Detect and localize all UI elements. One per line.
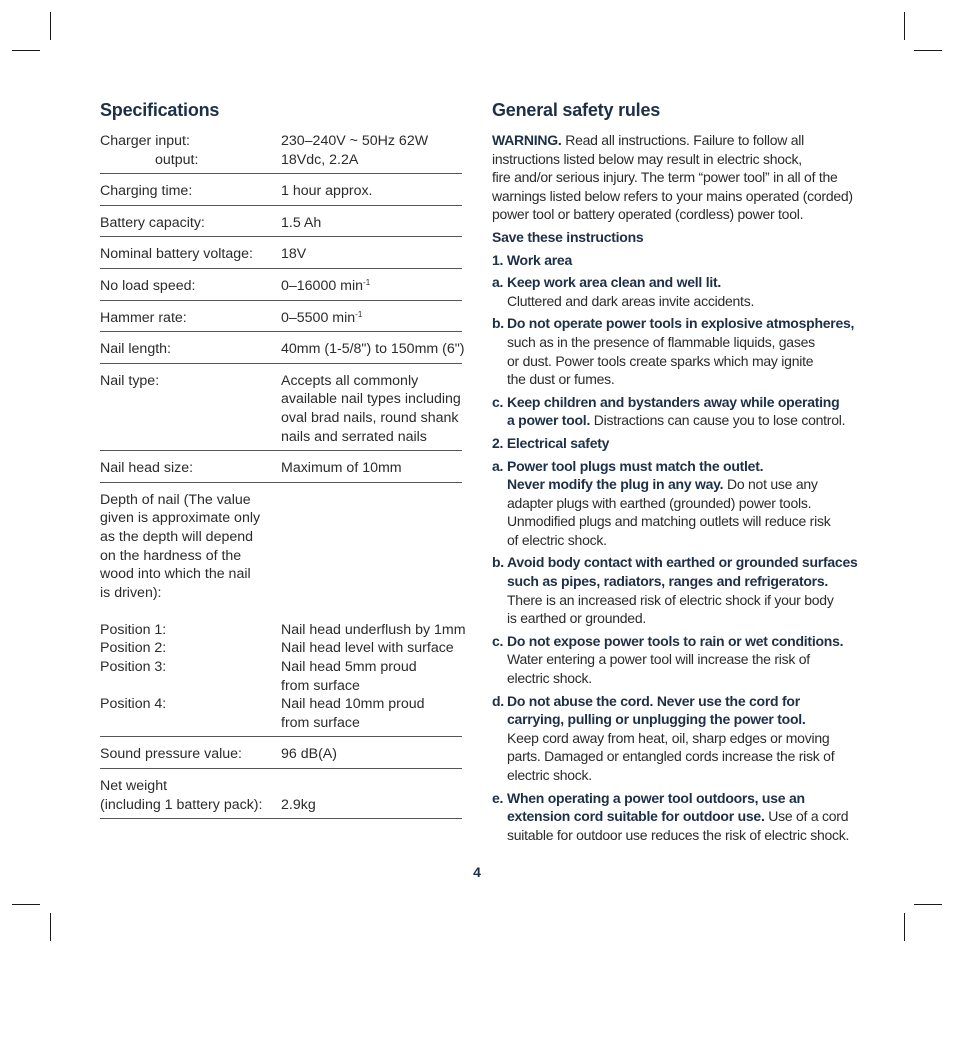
specifications-title: Specifications — [100, 100, 220, 120]
position-3-row — [100, 658, 462, 695]
warning-line: power tool or battery operated (cordless) power tool. — [492, 206, 804, 223]
rule-1b-line: the dust or fumes. — [507, 371, 615, 388]
rule-2a — [492, 457, 864, 550]
spec-row-sound-pressure — [100, 737, 462, 769]
rule-2a-line: adapter plugs with earthed (grounded) power tools. — [507, 494, 812, 511]
depth-line: wood into which the nail — [100, 566, 251, 583]
spec-row-depth-of-nail — [100, 483, 466, 738]
spec-row-nail-type — [100, 364, 462, 451]
crop-mark — [914, 50, 942, 51]
sound-pressure-label: Sound pressure value: — [100, 746, 242, 763]
rule-2b-bold: Avoid body contact with earthed or grounded surfaces — [507, 554, 858, 571]
no-load-speed-label: No load speed: — [100, 277, 196, 294]
rule-1b-bold: Do not operate power tools in explosive atmospheres, — [507, 315, 855, 332]
spec-row-net-weight — [100, 769, 462, 819]
rule-2b — [492, 553, 864, 627]
rule-1a — [492, 273, 864, 310]
spec-row-nail-length — [100, 332, 465, 364]
nail-head-size-label: Nail head size: — [100, 460, 194, 477]
save-instructions-heading: Save these instructions — [492, 228, 644, 245]
position-1-row — [100, 621, 466, 640]
spec-row-hammer-rate — [100, 301, 462, 333]
position-2-row — [100, 639, 462, 658]
rule-1c — [492, 393, 864, 430]
depth-of-nail-description — [100, 491, 462, 603]
spec-row-nominal-voltage — [100, 237, 462, 269]
position-3-label: Position 3: — [100, 659, 167, 676]
nail-type-line: Accepts all commonly — [281, 372, 419, 389]
charger-input-label: Charger input: — [100, 133, 190, 149]
crop-mark — [12, 50, 40, 51]
rule-1a-bold: Keep work area clean and well lit. — [507, 274, 722, 291]
nominal-voltage-label: Nominal battery voltage: — [100, 246, 253, 263]
crop-mark — [914, 904, 942, 905]
nail-length-value: 40mm (1-5/8") to 150mm (6") — [281, 341, 465, 358]
hammer-rate-label: Hammer rate: — [100, 309, 187, 326]
position-3-line: Nail head 5mm proud — [281, 659, 417, 676]
crop-mark — [50, 12, 51, 40]
hammer-rate-unit-exponent: -1 — [355, 309, 363, 319]
net-weight-label-detail: (including 1 battery pack): — [100, 796, 263, 813]
charger-output-value: 18Vdc, 2.2A — [281, 151, 359, 168]
spec-row-no-load-speed — [100, 269, 462, 301]
rule-2e — [492, 789, 864, 845]
spec-row-charger — [100, 131, 462, 174]
rule-1c-bold: Keep children and bystanders away while operating — [507, 393, 840, 410]
spec-row-battery-capacity — [100, 206, 462, 238]
position-2-value: Nail head level with surface — [281, 640, 454, 657]
warning-line: Read all instructions. Failure to follow all — [561, 132, 804, 148]
position-4-label: Position 4: — [100, 696, 167, 713]
rule-2a-bold: Power tool plugs must match the outlet. — [507, 457, 764, 474]
rule-2c — [492, 632, 864, 688]
rule-letter: c. — [492, 632, 504, 649]
position-4-line: from surface — [281, 714, 360, 731]
position-4-line: Nail head 10mm proud — [281, 696, 425, 713]
net-weight-label: Net weight — [100, 778, 168, 795]
rule-2a-text: Do not use any — [723, 476, 818, 493]
rule-1c-bold: a power tool. — [507, 412, 591, 429]
rule-2d-bold: carrying, pulling or unplugging the power tool. — [507, 711, 806, 728]
position-4-row — [100, 695, 462, 732]
rule-2d-line: electric shock. — [507, 767, 592, 783]
rule-2c-bold: Do not expose power tools to rain or wet conditions. — [507, 632, 844, 649]
rule-letter: a. — [492, 274, 504, 291]
charging-time-value: 1 hour approx. — [281, 183, 373, 200]
warning-paragraph — [492, 131, 864, 224]
rule-2d-line: Keep cord away from heat, oil, sharp edges or moving — [507, 729, 830, 746]
rule-2b-bold: such as pipes, radiators, ranges and refrigerators. — [507, 573, 829, 590]
depth-line: Depth of nail (The value — [100, 491, 251, 508]
nail-type-line: available nail types including — [281, 391, 461, 408]
charging-time-label: Charging time: — [100, 183, 193, 200]
rule-letter: b. — [492, 554, 504, 571]
sound-pressure-value: 96 dB(A) — [281, 746, 337, 763]
rule-2a-bold: Never modify the plug in any way. — [507, 476, 724, 493]
depth-line: given is approximate only — [100, 510, 261, 527]
depth-line: on the hardness of the — [100, 547, 242, 564]
rule-2d-bold: Do not abuse the cord. Never use the cord for — [507, 692, 800, 709]
rule-2e-text: suitable for outdoor use reduces the risk of electric shock. — [507, 826, 850, 843]
rule-2a-line: of electric shock. — [507, 531, 607, 548]
rule-letter: d. — [492, 692, 504, 709]
page-number: 4 — [473, 864, 481, 880]
hammer-rate-value: 0–5500 min — [281, 309, 356, 326]
depth-line: as the depth will depend — [100, 528, 254, 545]
rule-2c-line: electric shock. — [507, 670, 592, 687]
rule-2e-bold: When operating a power tool outdoors, use an — [507, 789, 805, 806]
rule-1b-line: such as in the presence of flammable liquids, gases — [507, 333, 815, 350]
spec-row-charging-time — [100, 174, 462, 206]
warning-label: WARNING. — [492, 132, 562, 148]
rule-1b — [492, 314, 864, 388]
battery-capacity-value: 1.5 Ah — [281, 214, 322, 231]
charger-input-value: 230–240V ~ 50Hz 62W — [281, 133, 429, 149]
no-load-speed-unit-exponent: -1 — [363, 277, 371, 287]
battery-capacity-label: Battery capacity: — [100, 214, 205, 231]
rule-2a-line: Unmodified plugs and matching outlets will reduce risk — [507, 513, 831, 530]
rule-letter: e. — [492, 789, 504, 806]
net-weight-value: 2.9kg — [281, 796, 316, 813]
rule-2b-line: There is an increased risk of electric shock if your body — [507, 591, 834, 608]
charger-output-label: output: — [155, 151, 199, 168]
rule-1b-line: or dust. Power tools create sparks which may ignite — [507, 352, 814, 369]
nail-type-label: Nail type: — [100, 372, 160, 389]
nail-type-line: nails and serrated nails — [281, 428, 427, 445]
no-load-speed-value: 0–16000 min — [281, 277, 364, 294]
warning-line: instructions listed below may result in electric shock, — [492, 150, 802, 167]
depth-line: is driven): — [100, 584, 162, 601]
position-3-line: from surface — [281, 677, 360, 694]
rule-letter: b. — [492, 315, 504, 332]
crop-mark — [12, 904, 40, 905]
warning-line: warnings listed below refers to your mains operated (corded) — [492, 187, 853, 204]
work-area-heading: 1. Work area — [492, 251, 573, 268]
rule-2d — [492, 692, 864, 785]
position-2-label: Position 2: — [100, 640, 167, 657]
rule-2c-line: Water entering a power tool will increase the risk of — [507, 651, 810, 668]
rule-2e-bold: extension cord suitable for outdoor use. — [507, 808, 765, 825]
position-1-label: Position 1: — [100, 621, 167, 638]
rule-1a-text: Cluttered and dark areas invite accidents. — [507, 292, 755, 309]
electrical-safety-heading: 2. Electrical safety — [492, 434, 610, 451]
safety-rules-title: General safety rules — [492, 100, 661, 120]
warning-line: fire and/or serious injury. The term “power tool” in all of the — [492, 169, 838, 186]
rule-1c-text: Distractions can cause you to lose control. — [590, 412, 846, 429]
nail-type-line: oval brad nails, round shank — [281, 409, 459, 426]
nail-length-label: Nail length: — [100, 341, 171, 358]
specifications-section — [100, 100, 466, 819]
crop-mark — [904, 12, 905, 40]
safety-rules-section — [492, 100, 864, 844]
rule-2e-text: Use of a cord — [764, 808, 849, 825]
crop-mark — [50, 913, 51, 941]
rule-letter: c. — [492, 393, 504, 410]
position-1-value: Nail head underflush by 1mm — [281, 621, 466, 638]
nail-head-size-value: Maximum of 10mm — [281, 460, 402, 477]
rule-2d-line: parts. Damaged or entangled cords increase the risk of — [507, 748, 835, 765]
rule-2b-line: is earthed or grounded. — [507, 610, 647, 627]
nominal-voltage-value: 18V — [281, 246, 307, 263]
rule-letter: a. — [492, 457, 504, 474]
crop-mark — [904, 913, 905, 941]
spec-row-nail-head-size — [100, 451, 462, 483]
